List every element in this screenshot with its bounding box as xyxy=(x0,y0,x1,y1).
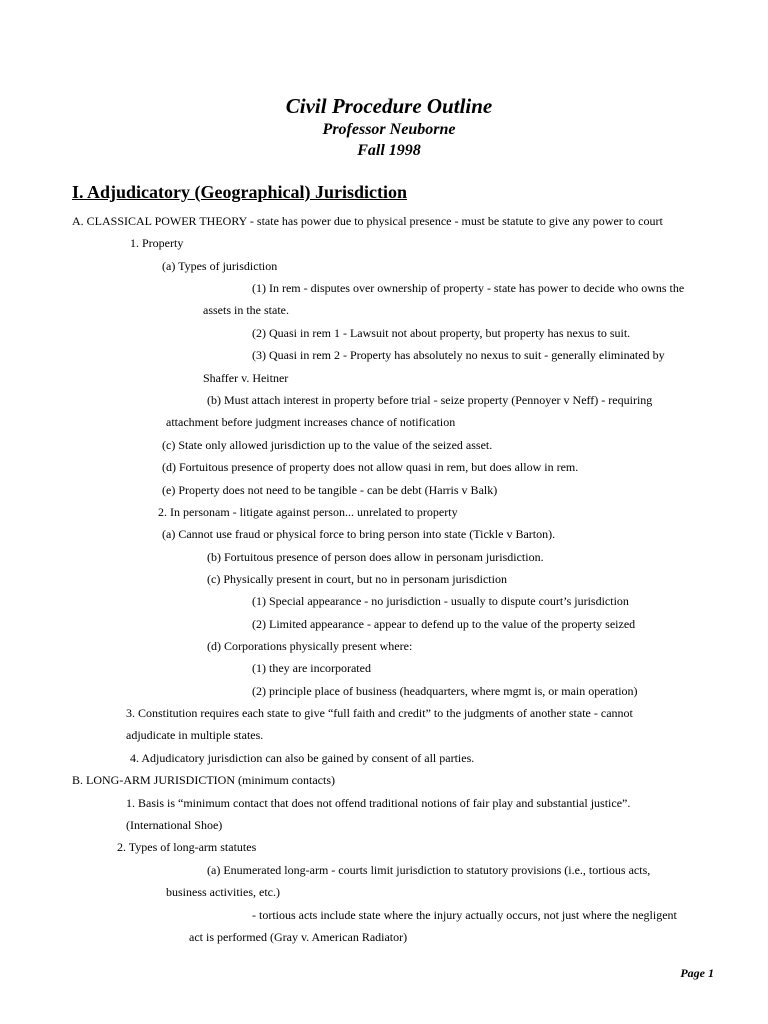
outline-line: (d) Fortuitous presence of property does not allow quasi in rem, but does allow in rem. xyxy=(162,460,579,474)
outline-line: 4. Adjudicatory jurisdiction can also be gained by consent of all parties. xyxy=(130,751,475,765)
outline-line: (c) Physically present in court, but no in personam jurisdiction xyxy=(207,572,507,586)
outline-line: (a) Types of jurisdiction xyxy=(162,259,278,273)
outline-line: - tortious acts include state where the injury actually occurs, not just where the negligent xyxy=(252,908,677,922)
outline-line: (1) Special appearance - no jurisdiction - usually to dispute court’s jurisdiction xyxy=(252,594,629,608)
outline-line: assets in the state. xyxy=(203,303,289,317)
term: Fall 1998 xyxy=(357,142,421,159)
outline-line: (3) Quasi in rem 2 - Property has absolutely no nexus to suit - generally eliminated by xyxy=(252,348,665,362)
outline-line: (d) Corporations physically present where: xyxy=(207,639,413,653)
outline-line: (c) State only allowed jurisdiction up to the value of the seized asset. xyxy=(162,438,493,452)
outline-line: (b) Must attach interest in property before trial - seize property (Pennoyer v Neff) - requiring xyxy=(207,393,653,407)
outline-line: 1. Basis is “minimum contact that does not offend traditional notions of fair play and substantial justice”. xyxy=(126,796,631,810)
document-title: Civil Procedure Outline xyxy=(285,94,493,118)
professor-name: Professor Neuborne xyxy=(322,121,456,138)
outline-line: act is performed (Gray v. American Radiator) xyxy=(189,930,408,944)
outline-line: (a) Enumerated long-arm - courts limit jurisdiction to statutory provisions (i.e., tortious acts, xyxy=(207,863,651,877)
outline-line: Shaffer v. Heitner xyxy=(203,371,289,385)
outline-line: (e) Property does not need to be tangible - can be debt (Harris v Balk) xyxy=(162,483,498,497)
outline-line: 2. In personam - litigate against person... unrelated to property xyxy=(158,505,458,519)
outline-line: 1. Property xyxy=(130,236,184,250)
outline-line: (2) Quasi in rem 1 - Lawsuit not about property, but property has nexus to suit. xyxy=(252,326,631,340)
outline-line: attachment before judgment increases chance of notification xyxy=(166,415,456,429)
outline-line: (2) Limited appearance - appear to defend up to the value of the property seized xyxy=(252,617,636,631)
outline-line: 2. Types of long-arm statutes xyxy=(117,840,257,854)
section-heading: I. Adjudicatory (Geographical) Jurisdiction xyxy=(72,182,408,202)
outline-line: (a) Cannot use fraud or physical force to bring person into state (Tickle v Barton). xyxy=(162,527,556,541)
outline-line: business activities, etc.) xyxy=(166,885,280,899)
outline-line: (1) they are incorporated xyxy=(252,661,371,675)
outline-line: A. CLASSICAL POWER THEORY - state has power due to physical presence - must be statute to give any power to court xyxy=(72,214,663,228)
page-number: Page 1 xyxy=(680,966,714,980)
outline-line: B. LONG-ARM JURISDICTION (minimum contacts) xyxy=(72,773,335,787)
outline-line: 3. Constitution requires each state to give “full faith and credit” to the judgments of another state - cannot xyxy=(126,706,633,720)
outline-line: (1) In rem - disputes over ownership of property - state has power to decide who owns the xyxy=(252,281,685,295)
outline-line: (International Shoe) xyxy=(126,818,223,832)
outline-line: (b) Fortuitous presence of person does allow in personam jurisdiction. xyxy=(207,550,544,564)
outline-line: adjudicate in multiple states. xyxy=(126,728,264,742)
outline-line: (2) principle place of business (headquarters, where mgmt is, or main operation) xyxy=(252,684,638,698)
